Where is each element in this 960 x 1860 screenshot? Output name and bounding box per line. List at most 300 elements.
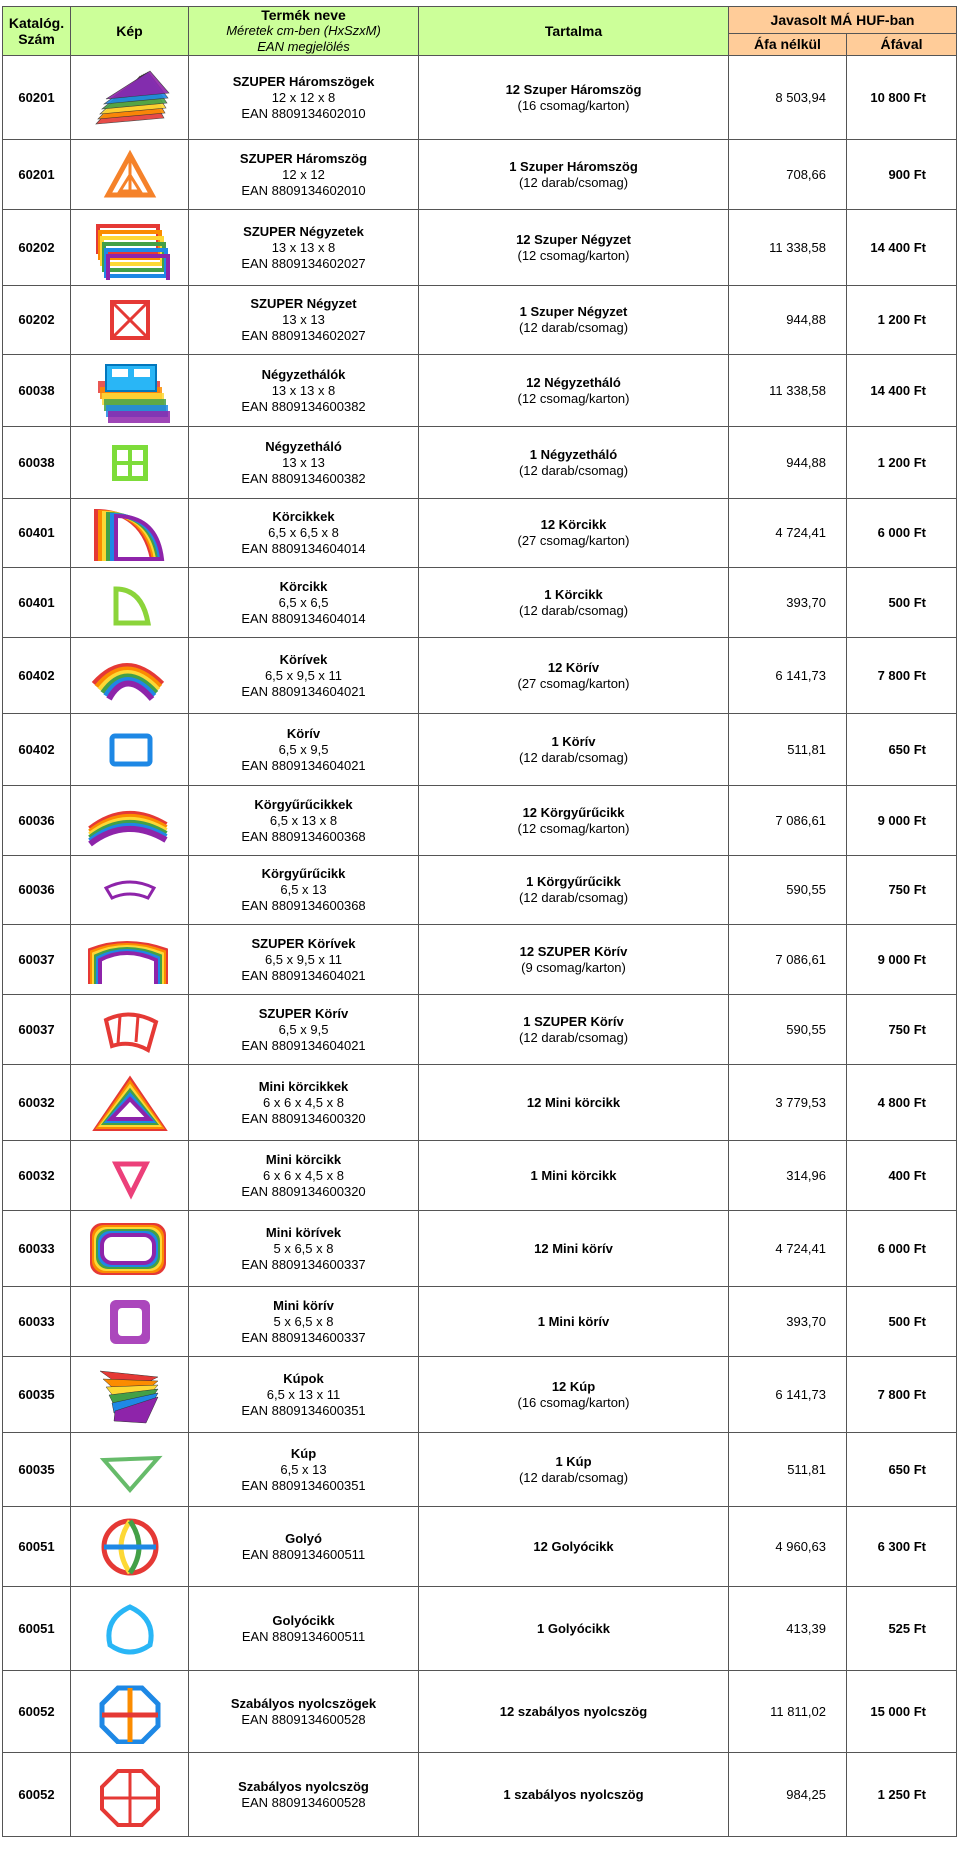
product-image <box>71 1357 189 1433</box>
catalog-number: 60035 <box>3 1433 71 1507</box>
gross-price: 1 200 Ft <box>847 427 957 499</box>
product-ean: EAN 8809134604021 <box>241 683 366 699</box>
catalog-number: 60035 <box>3 1357 71 1433</box>
catalog-number: 60036 <box>3 856 71 925</box>
catalog-number: 60201 <box>3 140 71 210</box>
net-price: 314,96 <box>729 1141 847 1211</box>
product-dimensions: 6,5 x 6,5 <box>278 594 329 610</box>
product-dimensions: 6,5 x 9,5 <box>278 741 329 757</box>
product-name: Golyócikk <box>272 1612 335 1628</box>
content-packaging: (12 darab/csomag) <box>518 1029 629 1045</box>
content-quantity: 12 szabályos nyolcszög <box>499 1703 648 1719</box>
product-name-cell <box>189 995 419 1065</box>
product-image <box>71 1433 189 1507</box>
product-name-cell <box>189 638 419 714</box>
content-quantity: 1 Négyzetháló <box>529 446 618 462</box>
product-ean: EAN 8809134600528 <box>241 1794 366 1810</box>
square-piece-icon <box>86 288 174 352</box>
content-quantity: 12 Szuper Háromszög <box>505 81 642 97</box>
product-row <box>3 499 957 568</box>
content-quantity: 1 Kúp <box>555 1453 592 1469</box>
content-quantity: 12 Mini körív <box>534 1240 613 1256</box>
gross-price: 15 000 Ft <box>847 1671 957 1753</box>
product-dimensions: 13 x 13 x 8 <box>271 382 336 398</box>
stack-super-arcs-icon <box>86 928 174 992</box>
product-dimensions: 5 x 6,5 x 8 <box>273 1240 334 1256</box>
product-row <box>3 427 957 499</box>
catalog-number: 60038 <box>3 427 71 499</box>
content-quantity: 1 Golyócikk <box>537 1620 610 1636</box>
octagon-set-icon <box>86 1680 174 1744</box>
product-name: SZUPER Háromszögek <box>232 73 375 89</box>
product-row <box>3 786 957 856</box>
product-row <box>3 638 957 714</box>
content-quantity: 12 Szuper Négyzet <box>516 231 631 247</box>
price-table <box>2 6 957 1837</box>
gross-price: 500 Ft <box>847 1287 957 1357</box>
product-name-cell <box>189 1065 419 1141</box>
stack-cones-icon <box>86 1363 174 1427</box>
sector-piece-icon <box>86 571 174 635</box>
product-name-cell <box>189 1433 419 1507</box>
content-packaging: (12 darab/csomag) <box>518 174 629 190</box>
content-packaging: (27 csomag/karton) <box>517 533 630 548</box>
content-packaging: (12 darab/csomag) <box>518 1469 629 1485</box>
net-price: 708,66 <box>729 140 847 210</box>
gross-price: 1 200 Ft <box>847 286 957 355</box>
product-row <box>3 56 957 140</box>
net-price: 393,70 <box>729 1287 847 1357</box>
product-image <box>71 568 189 638</box>
gross-price: 4 800 Ft <box>847 1065 957 1141</box>
net-price: 393,70 <box>729 568 847 638</box>
header-price-group: Javasolt MÁ HUF-ban <box>729 7 957 34</box>
content-quantity: 12 Körív <box>547 659 600 675</box>
product-name-cell <box>189 1357 419 1433</box>
content-quantity: 1 Körcikk <box>544 586 603 602</box>
product-name: Négyzetháló <box>265 438 342 454</box>
gross-price: 500 Ft <box>847 568 957 638</box>
gross-price: 6 000 Ft <box>847 499 957 568</box>
product-row <box>3 1065 957 1141</box>
net-price: 11 338,58 <box>729 355 847 427</box>
product-name: Mini körív <box>273 1297 334 1313</box>
product-row <box>3 140 957 210</box>
content-quantity: 1 Mini körív <box>537 1313 610 1329</box>
product-ean: EAN 8809134600351 <box>241 1477 366 1493</box>
content-packaging: (12 darab/csomag) <box>518 320 629 335</box>
product-name: Golyó <box>285 1530 322 1546</box>
content-packaging: (16 csomag/karton) <box>517 1394 630 1410</box>
gross-price: 10 800 Ft <box>847 56 957 140</box>
content-packaging: (12 csomag/karton) <box>517 390 630 406</box>
content-packaging: (12 csomag/karton) <box>517 247 630 263</box>
header-product-name: Termék neve Méretek cm-ben (HxSzxM) EAN megjelölés <box>189 7 419 56</box>
triangle-piece-icon <box>86 143 174 207</box>
header-catalog-number: Katalóg. Szám <box>3 7 71 56</box>
content-cell <box>419 786 729 856</box>
content-cell <box>419 140 729 210</box>
stack-grids-icon <box>86 359 174 423</box>
cone-piece-icon <box>86 1438 174 1502</box>
product-ean: EAN 8809134600368 <box>241 898 366 913</box>
product-dimensions: 6,5 x 13 x 11 <box>266 1386 341 1402</box>
stack-ring-segments-icon <box>86 789 174 853</box>
catalog-number: 60051 <box>3 1507 71 1587</box>
product-row <box>3 995 957 1065</box>
net-price: 944,88 <box>729 286 847 355</box>
gross-price: 750 Ft <box>847 995 957 1065</box>
content-packaging: (12 darab/csomag) <box>518 602 629 618</box>
net-price: 511,81 <box>729 1433 847 1507</box>
product-name: Mini körcikkek <box>258 1078 349 1094</box>
product-dimensions: 5 x 6,5 x 8 <box>273 1313 334 1329</box>
content-quantity: 12 Mini körcikk <box>526 1094 621 1110</box>
gross-price: 14 400 Ft <box>847 210 957 286</box>
content-quantity: 12 Négyzetháló <box>526 374 621 390</box>
content-quantity: 1 Körív <box>551 733 596 749</box>
gross-price: 750 Ft <box>847 856 957 925</box>
product-image <box>71 714 189 786</box>
content-cell <box>419 1587 729 1671</box>
product-name-cell <box>189 925 419 995</box>
product-dimensions: 12 x 12 <box>282 166 325 182</box>
gross-price: 400 Ft <box>847 1141 957 1211</box>
product-name: Körgyűrűcikk <box>261 866 346 881</box>
product-ean: EAN 8809134604021 <box>241 967 366 983</box>
catalog-number: 60038 <box>3 355 71 427</box>
header-image: Kép <box>71 7 189 56</box>
product-row <box>3 1433 957 1507</box>
product-image <box>71 210 189 286</box>
product-name-cell <box>189 1753 419 1837</box>
content-quantity: 12 SZUPER Körív <box>519 943 628 959</box>
product-ean: EAN 8809134600320 <box>241 1110 366 1126</box>
product-dimensions: 6,5 x 13 x 8 <box>269 812 338 828</box>
product-name-cell <box>189 568 419 638</box>
content-cell <box>419 1065 729 1141</box>
net-price: 511,81 <box>729 714 847 786</box>
content-quantity: 12 Körcikk <box>540 517 607 532</box>
product-name-cell <box>189 786 419 856</box>
arc-piece-icon <box>86 718 174 782</box>
product-row <box>3 355 957 427</box>
product-row <box>3 925 957 995</box>
product-image <box>71 638 189 714</box>
catalog-number: 60402 <box>3 714 71 786</box>
product-dimensions: 6,5 x 9,5 x 11 <box>264 667 343 683</box>
product-image <box>71 56 189 140</box>
product-name: Körcikkek <box>272 509 335 524</box>
product-dimensions: 6 x 6 x 4,5 x 8 <box>263 1167 344 1183</box>
gross-price: 1 250 Ft <box>847 1753 957 1837</box>
product-ean: EAN 8809134604014 <box>241 610 366 626</box>
net-price: 4 724,41 <box>729 1211 847 1287</box>
product-image <box>71 355 189 427</box>
content-cell <box>419 355 729 427</box>
content-cell <box>419 1287 729 1357</box>
product-ean: EAN 8809134600511 <box>241 1546 366 1562</box>
product-name: Négyzethálók <box>261 366 346 382</box>
product-image <box>71 786 189 856</box>
product-name: Kúp <box>290 1445 317 1461</box>
gross-price: 525 Ft <box>847 1587 957 1671</box>
product-dimensions: 13 x 13 <box>282 454 325 470</box>
content-cell <box>419 1357 729 1433</box>
product-name-cell <box>189 499 419 568</box>
content-quantity: 1 szabályos nyolcszög <box>503 1786 644 1802</box>
product-name-cell <box>189 1587 419 1671</box>
product-name-cell <box>189 56 419 140</box>
gross-price: 7 800 Ft <box>847 638 957 714</box>
product-image <box>71 140 189 210</box>
product-ean: EAN 8809134600351 <box>241 1402 366 1418</box>
product-name-cell <box>189 714 419 786</box>
product-image <box>71 1587 189 1671</box>
net-price: 7 086,61 <box>729 786 847 856</box>
product-name-cell <box>189 1211 419 1287</box>
product-name-cell <box>189 355 419 427</box>
product-image <box>71 1141 189 1211</box>
catalog-number: 60032 <box>3 1065 71 1141</box>
net-price: 7 086,61 <box>729 925 847 995</box>
product-name: Mini körívek <box>265 1224 342 1240</box>
content-cell <box>419 1141 729 1211</box>
product-ean: EAN 8809134604014 <box>241 541 366 556</box>
product-dimensions: 6 x 6 x 4,5 x 8 <box>263 1094 344 1110</box>
product-dimensions: 12 x 12 x 8 <box>271 89 336 105</box>
content-quantity: 1 SZUPER Körív <box>523 1013 624 1029</box>
content-cell <box>419 1507 729 1587</box>
content-cell <box>419 1433 729 1507</box>
product-name-cell <box>189 1507 419 1587</box>
product-ean: EAN 8809134600528 <box>241 1711 366 1727</box>
super-arc-piece-icon <box>86 998 174 1062</box>
product-name-cell <box>189 1671 419 1753</box>
net-price: 590,55 <box>729 856 847 925</box>
net-price: 590,55 <box>729 995 847 1065</box>
product-name: Szabályos nyolcszögek <box>230 1695 377 1711</box>
product-name-cell <box>189 286 419 355</box>
content-cell <box>419 1211 729 1287</box>
catalog-number: 60402 <box>3 638 71 714</box>
net-price: 984,25 <box>729 1753 847 1837</box>
product-name: Körív <box>286 725 321 741</box>
net-price: 8 503,94 <box>729 56 847 140</box>
stack-triangles-icon <box>86 66 174 130</box>
product-name-cell <box>189 427 419 499</box>
product-image <box>71 1507 189 1587</box>
product-ean: EAN 8809134602027 <box>241 328 366 343</box>
content-packaging: (12 darab/csomag) <box>518 890 629 905</box>
catalog-number: 60052 <box>3 1671 71 1753</box>
stack-sectors-icon <box>86 501 174 565</box>
catalog-number: 60033 <box>3 1287 71 1357</box>
product-row <box>3 1287 957 1357</box>
ball-segment-piece-icon <box>86 1597 174 1661</box>
gross-price: 650 Ft <box>847 1433 957 1507</box>
gross-price: 900 Ft <box>847 140 957 210</box>
content-quantity: 1 Körgyűrűcikk <box>526 874 621 889</box>
product-ean: EAN 8809134600320 <box>241 1183 366 1199</box>
product-image <box>71 1287 189 1357</box>
stack-mini-sectors-icon <box>86 1071 174 1135</box>
content-quantity: 12 Kúp <box>551 1378 596 1394</box>
content-quantity: 1 Szuper Háromszög <box>509 158 638 174</box>
catalog-number: 60051 <box>3 1587 71 1671</box>
content-cell <box>419 56 729 140</box>
content-cell <box>419 499 729 568</box>
gross-price: 6 000 Ft <box>847 1211 957 1287</box>
header-net-price: Áfa nélkül <box>729 33 847 55</box>
product-dimensions: 13 x 13 x 8 <box>271 239 336 255</box>
net-price: 11 338,58 <box>729 210 847 286</box>
product-row <box>3 1587 957 1671</box>
catalog-number: 60036 <box>3 786 71 856</box>
content-cell <box>419 1671 729 1753</box>
product-row <box>3 714 957 786</box>
gross-price: 9 000 Ft <box>847 786 957 856</box>
content-quantity: 12 Körgyűrűcikk <box>522 804 625 820</box>
catalog-number: 60033 <box>3 1211 71 1287</box>
product-row <box>3 286 957 355</box>
gross-price: 6 300 Ft <box>847 1507 957 1587</box>
content-packaging: (12 darab/csomag) <box>518 749 629 765</box>
content-packaging: (16 csomag/karton) <box>517 97 630 113</box>
stack-squares-icon <box>86 216 174 280</box>
header-content: Tartalma <box>419 7 729 56</box>
product-ean: EAN 8809134602027 <box>241 255 366 271</box>
ball-icon <box>86 1515 174 1579</box>
product-image <box>71 499 189 568</box>
product-name: Körcikk <box>279 578 328 594</box>
gross-price: 7 800 Ft <box>847 1357 957 1433</box>
content-cell <box>419 925 729 995</box>
product-name: SZUPER Körív <box>258 1005 349 1021</box>
content-cell <box>419 568 729 638</box>
catalog-number: 60401 <box>3 568 71 638</box>
product-row <box>3 210 957 286</box>
catalog-number: 60037 <box>3 995 71 1065</box>
product-ean: EAN 8809134602010 <box>241 182 366 198</box>
product-name-cell <box>189 856 419 925</box>
content-quantity: 1 Szuper Négyzet <box>519 304 628 319</box>
product-image <box>71 925 189 995</box>
product-name: SZUPER Négyzetek <box>243 223 364 239</box>
ring-segment-piece-icon <box>86 858 174 922</box>
content-packaging: (12 csomag/karton) <box>517 820 630 836</box>
product-name: Kúpok <box>283 1370 324 1386</box>
product-ean: EAN 8809134600511 <box>241 1628 366 1644</box>
content-cell <box>419 210 729 286</box>
catalog-number: 60202 <box>3 286 71 355</box>
product-ean: EAN 8809134600337 <box>241 1256 366 1272</box>
content-cell <box>419 995 729 1065</box>
content-cell <box>419 1753 729 1837</box>
net-price: 3 779,53 <box>729 1065 847 1141</box>
product-image <box>71 856 189 925</box>
catalog-number: 60032 <box>3 1141 71 1211</box>
header-gross-price: Áfával <box>847 33 957 55</box>
product-image <box>71 1065 189 1141</box>
content-cell <box>419 856 729 925</box>
content-cell <box>419 286 729 355</box>
content-packaging: (12 darab/csomag) <box>518 462 629 478</box>
product-ean: EAN 8809134600382 <box>241 398 366 414</box>
content-cell <box>419 427 729 499</box>
content-quantity: 12 Golyócikk <box>533 1538 614 1554</box>
net-price: 11 811,02 <box>729 1671 847 1753</box>
product-image <box>71 427 189 499</box>
net-price: 4 724,41 <box>729 499 847 568</box>
catalog-number: 60202 <box>3 210 71 286</box>
content-cell <box>419 714 729 786</box>
product-name: Körgyűrűcikkek <box>254 796 353 812</box>
net-price: 413,39 <box>729 1587 847 1671</box>
product-row <box>3 856 957 925</box>
product-row <box>3 1753 957 1837</box>
product-name: Szabályos nyolcszög <box>238 1778 369 1794</box>
product-image <box>71 1211 189 1287</box>
mini-arc-piece-icon <box>86 1290 174 1354</box>
product-ean: EAN 8809134604021 <box>241 757 366 773</box>
gross-price: 14 400 Ft <box>847 355 957 427</box>
catalog-number: 60401 <box>3 499 71 568</box>
catalog-number: 60052 <box>3 1753 71 1837</box>
stack-mini-arcs-icon <box>86 1217 174 1281</box>
product-image <box>71 995 189 1065</box>
product-ean: EAN 8809134602010 <box>241 105 366 121</box>
product-dimensions: 6,5 x 6,5 x 8 <box>268 525 339 540</box>
product-name-cell <box>189 140 419 210</box>
product-image <box>71 1753 189 1837</box>
product-name: SZUPER Körívek <box>251 935 356 951</box>
product-dimensions: 6,5 x 13 <box>280 1461 327 1477</box>
catalog-number: 60201 <box>3 56 71 140</box>
net-price: 6 141,73 <box>729 1357 847 1433</box>
net-price: 944,88 <box>729 427 847 499</box>
price-list-sheet <box>2 6 956 1837</box>
product-row <box>3 568 957 638</box>
content-packaging: (9 csomag/karton) <box>521 959 626 975</box>
product-row <box>3 1671 957 1753</box>
grid-piece-icon <box>86 431 174 495</box>
product-name: Mini körcikk <box>265 1151 342 1167</box>
product-rows <box>3 56 957 1837</box>
product-dimensions: 6,5 x 9,5 x 11 <box>264 951 343 967</box>
product-ean: EAN 8809134600368 <box>241 828 366 844</box>
octagon-piece-icon <box>86 1763 174 1827</box>
product-image <box>71 286 189 355</box>
content-packaging: (27 csomag/karton) <box>517 675 630 691</box>
stack-arcs-icon <box>86 644 174 708</box>
product-name-cell <box>189 1141 419 1211</box>
product-name-cell <box>189 1287 419 1357</box>
product-ean: EAN 8809134600337 <box>241 1329 366 1345</box>
product-image <box>71 1671 189 1753</box>
product-dimensions: 6,5 x 9,5 <box>278 1021 329 1037</box>
gross-price: 650 Ft <box>847 714 957 786</box>
product-name: Körívek <box>279 651 328 667</box>
content-cell <box>419 638 729 714</box>
product-row <box>3 1357 957 1433</box>
product-name: SZUPER Háromszög <box>239 150 368 166</box>
mini-sector-piece-icon <box>86 1144 174 1208</box>
product-name-cell <box>189 210 419 286</box>
product-ean: EAN 8809134600382 <box>241 470 366 486</box>
content-quantity: 1 Mini körcikk <box>530 1167 617 1183</box>
product-name: SZUPER Négyzet <box>250 296 357 311</box>
